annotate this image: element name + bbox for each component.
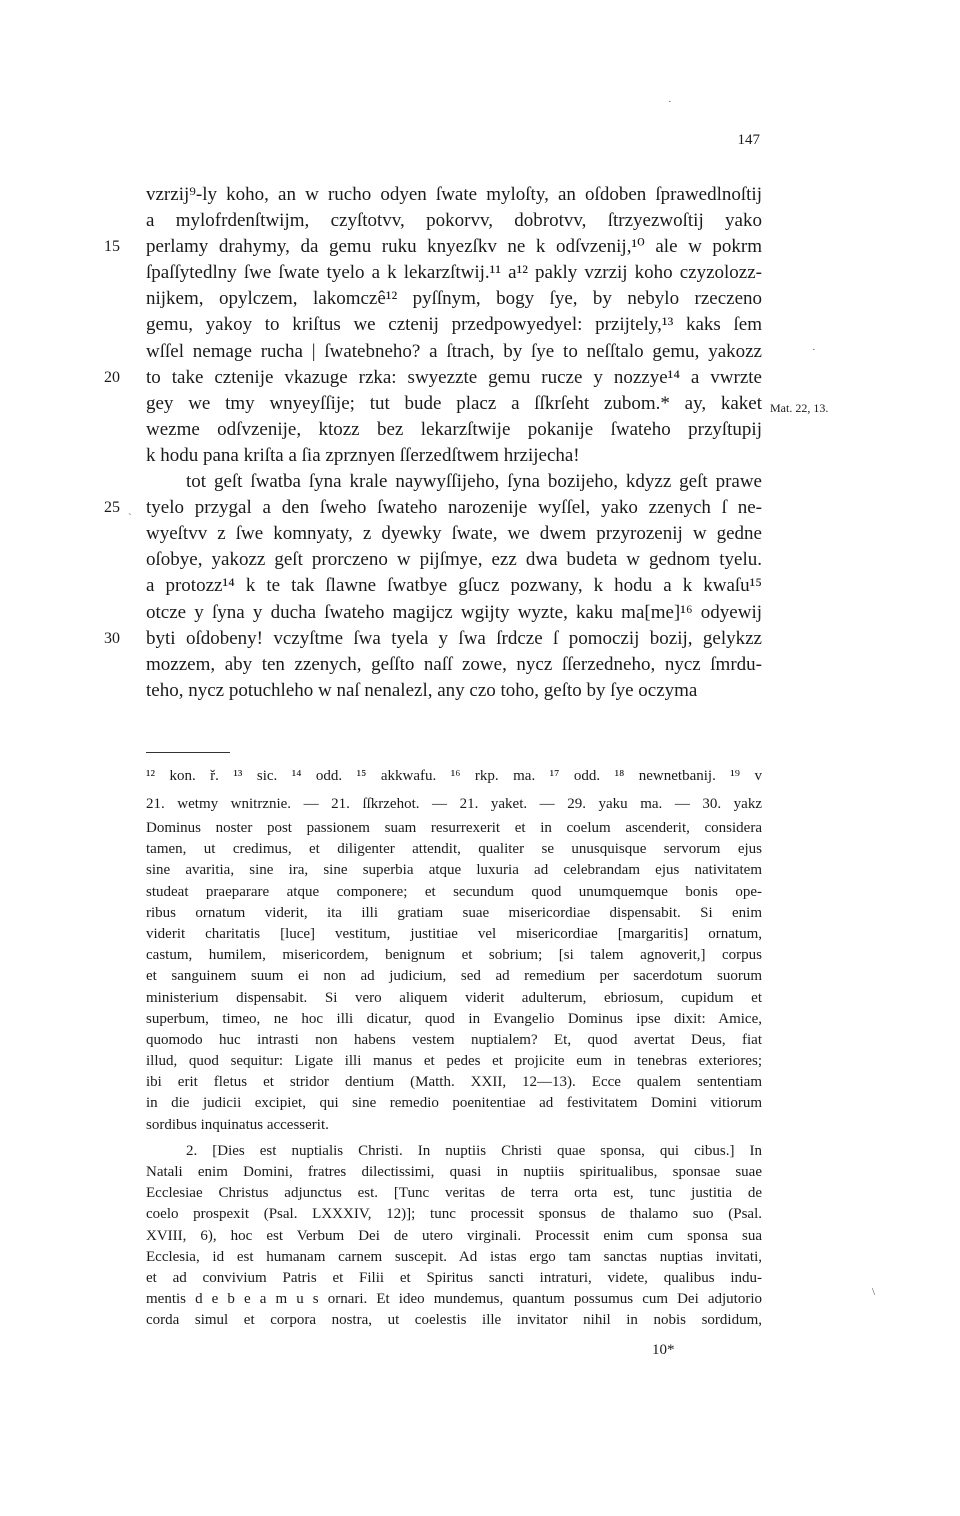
latin-line: superbum, timeo, ne hoc illi dicatur, quod in Evangelio Dominus ipse dixit: Amice, [146,1010,762,1027]
latin-line: XVIII, 6), hoc est Verbum Dei de utero virginali. Processit enim cum sponsa sua [146,1227,762,1244]
latin-line: 2. [Dies est nuptialis Christi. In nuptiis Christi quae sponsa, qui cibus.] In [186,1142,762,1159]
line-text: otcze y ſyna y ducha ſwateho magijcz wgijty wyzte, kaku ma[me]¹⁶ odyewij [146,601,762,623]
text-line [146,260,762,286]
stray-mark: ` [128,512,132,524]
text-line [146,208,762,234]
line-number: 20 [104,368,120,386]
text-line [146,678,762,704]
latin-source-text [146,818,762,1332]
old-czech-text [104,182,829,704]
line-number: 15 [104,238,120,256]
text-line [104,626,762,652]
latin-line: Dominus noster post passionem suam resurrexerit et in coelum ascenderit, considera [146,820,762,836]
latin-line: viderit charitatis [luce] vestitum, justitiae vel misericordiae [margaritis] ornatum, [146,925,762,942]
latin-line: Natali enim Domini, fratres dilectissimi, quasi in nuptiis spiritualibus, sponsae suae [146,1164,762,1180]
signature-mark: 10* [652,1342,675,1358]
line-text: gemu, yakoy to kriſtus we cztenij przedpowyedyel: przijtely,¹³ kaks ſem [146,314,762,336]
text-line [146,286,762,312]
latin-line: studeat praeparare atque componere; et secundum quod unumquemque bonis ope- [146,883,762,900]
line-text: tot geſt ſwatba ſyna krale naywyſſijeho, ſyna bozijeho, kdyzz geſt prawe [186,471,762,493]
stray-mark: \ [872,1286,876,1298]
page-number: 147 [737,132,760,148]
latin-line: et ad convivium Patris et Filii et Spiritus sancti intraturi, videte, qualibus indu- [146,1269,762,1286]
latin-line: sordibus inquinatus accesserit. [146,1116,329,1133]
line-text: a mylofrdenſtwijm, czyſtotvv, pokorvv, dobrotvv, ſtrzyezwoſtij yako [146,210,762,232]
text-line [146,339,762,365]
text-line [146,182,762,208]
text-line [146,573,762,599]
latin-line: sine avaritia, sine ira, sine superbia atque luxuria ad celebrandam ejus nativitatem [146,862,762,879]
line-number: 25 [104,499,120,517]
latin-line: quomodo huc intrasti non habens vestem nuptialem? Et, quod avertat Deus, fiat [146,1031,762,1048]
text-line [146,443,762,469]
line-text: k hodu pana kriſta a ſia zprznyen ſſerzedſtwem hrzijecha! [146,444,580,466]
line-text: to take cztenije vkazuge rzka: swyezzte gemu rucze y nozzye¹⁴ a vwrzte [146,366,762,388]
line-text: wſſel nemage rucha | ſwatebneho? a ſtrach, by ſye to neſſtalo gemu, yakozz [146,340,762,362]
line-text: perlamy drahymy, da gemu ruku knyezſkv ne k odſvzenij,¹⁰ ale w pokrm [146,236,762,258]
text-line [146,391,829,417]
latin-line: coelo prospexit (Psal. LXXXIV, 12)]; tunc processit sponsus de thalamo suo (Psal. [146,1206,762,1223]
line-text: a protozz¹⁴ k te tak ſlawne ſwatbye gſucz pozwany, k hodu a k kwaſu¹⁵ [146,575,762,597]
line-text: gey we tmy wnyeyſſije; tut bude placz a ſſkrſeht zubom.* ay, kaket [146,392,762,414]
margin-reference: Mat. 22, 13. [770,400,829,415]
text-line [104,234,762,260]
line-text: teho, nycz potuchleho w naſ nenalezl, any czo toho, geſto by ſye oczyma [146,679,698,701]
footnote-rule [146,752,230,753]
latin-line: Ecclesiae Christus adjunctus est. [Tunc veritas de terra orta est, tunc justitia de [146,1185,762,1202]
line-text: mozzem, aby ten zzenych, geſſto naſſ zowe, nycz ſſerzedneho, nycz ſmrdu- [146,653,762,675]
latin-line: mentis d e b e a m u s ornari. Et ideo mundemus, quantum possumus cum Dei adjutorio [146,1291,762,1308]
line-text: wyeſtvv z ſwe komnyaty, z dyewky ſwate, we dwem przyrozenij w gedne [146,523,762,545]
latin-line: ribus ornatum viderit, ita illi gratiam suae misericordiae dispensabit. Si enim [146,904,762,921]
latin-line: Ecclesia, id est humanam carnem suscepit. Ad istas ergo tam sanctas nuptias invitati, [146,1248,762,1265]
footnotes-line: ¹² kon. ř. ¹³ sic. ¹⁴ odd. ¹⁵ akkwafu. ¹⁶ rkp. ma. ¹⁷ odd. ¹⁸ newnetbanij. ¹⁹ v [146,768,762,784]
text-line [146,417,762,443]
line-text: oſobye, yakozz geſt prorczeno w pijſmye, ezz dwa budeta w gednom tyelu. [146,549,762,571]
latin-line: castum, humilem, misericordem, benignum et sobrium; [si talem agnoverit,] corpus [146,947,762,964]
line-text: wezme odſvzenije, ktozz bez lekarzſtwije pokanije ſwateho przyſtupij [146,418,762,440]
line-number: 30 [104,629,120,647]
line-text: vzrzij⁹-ly koho, an w rucho odyen ſwate myloſty, an oſdoben ſprawedlnoſtij [146,184,762,205]
line-text: tyelo przygal a den ſweho ſwateho narozenije wyſſel, yako zzenych ſ ne- [146,497,762,519]
text-line [146,312,762,338]
latin-line: et sanguinem suum ei non ad judicium, sed ad remedium per sacerdotum suorum [146,968,762,985]
text-line [146,547,762,573]
latin-line: illud, quod sequitur: Ligate illi manus et pedes et projicite eum in tenebras exteriores; [146,1053,762,1070]
stray-mark: · [668,96,672,108]
latin-line: in die judicii excipiet, qui sine remedio poenitentiae ad festivitatem Domini vitiorum [146,1095,762,1112]
text-line [146,600,762,626]
latin-line: corda simul et corpora nostra, ut coelestis ille invitator nihil in nobis sordidum, [146,1312,762,1329]
critical-apparatus [146,762,762,818]
text-line [104,495,762,521]
stray-mark: · [812,344,816,356]
text-line [146,469,762,495]
variant-readings-line: 21. wetmy wnitrznie. — 21. ſſkrzehot. — 21. yaket. — 29. yaku ma. — 30. yakz [146,796,762,812]
text-line [104,365,762,391]
line-text: nijkem, opylczem, lakomczê¹² pyſſnym, bogy ſye, by nebylo rzeczeno [146,288,762,310]
line-text: ſpaſſytedlny ſwe ſwate tyelo a k lekarzſtwij.¹¹ a¹² pakly vzrzij koho czyzolozz- [146,262,762,284]
text-line [146,652,762,678]
latin-line: tamen, ut credimus, et diligenter attendit, qualiter se unusquisque servorum ejus [146,841,762,858]
line-text: byti oſdobeny! vczyſtme ſwa tyela y ſwa ſrdcze ſ pomoczij bozij, gelykzz [146,627,762,649]
text-line [146,521,762,547]
latin-line: ibi erit fletus et stridor dentium (Matth. XXII, 12—13). Ecce qualem sententiam [146,1074,762,1091]
latin-line: ministerium dispensabit. Si vero aliquem viderit adulterum, ebriosum, cupidum et [146,989,762,1006]
